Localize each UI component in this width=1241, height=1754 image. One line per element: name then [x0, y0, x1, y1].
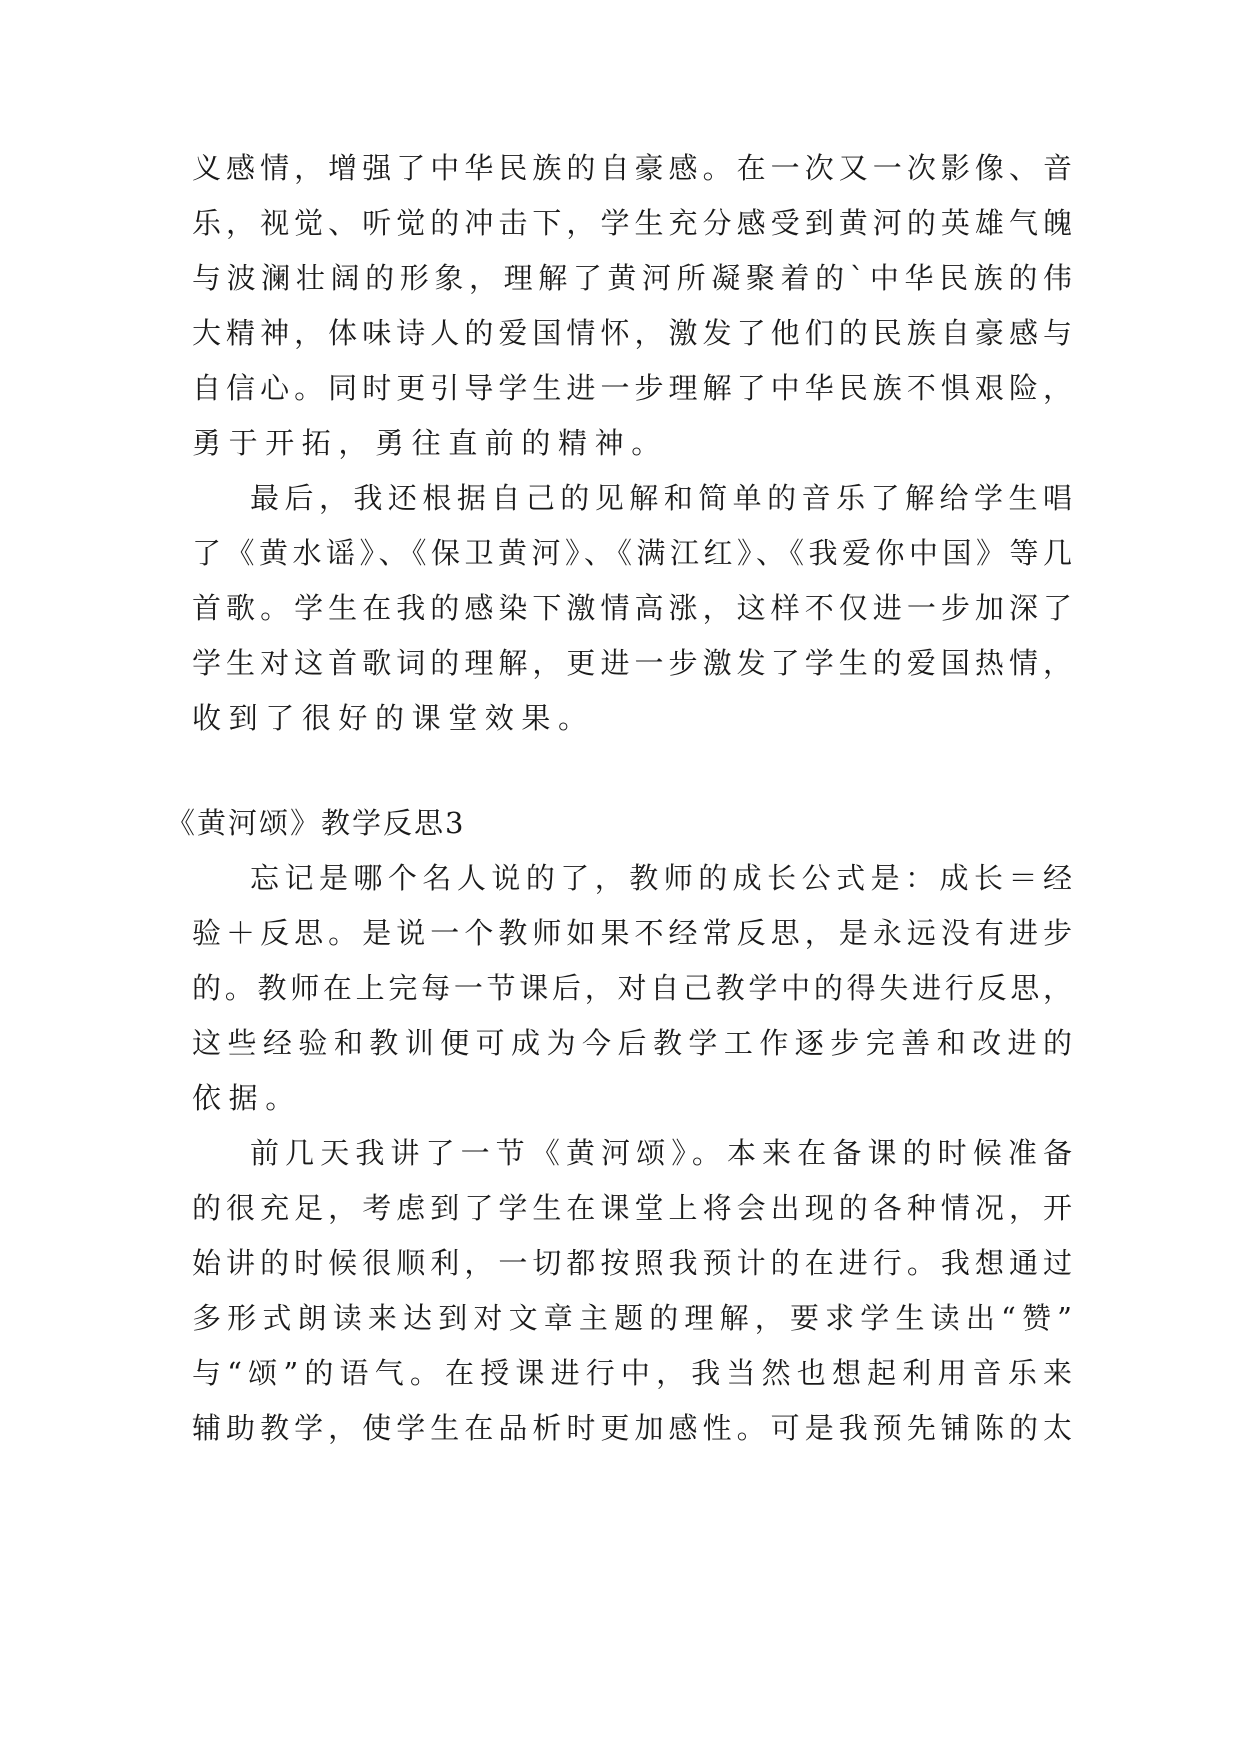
body-text-line: 首歌。学生在我的感染下激情高涨，这样不仅进一步加深了 — [192, 591, 1073, 625]
body-text-line: 多形式朗读来达到对文章主题的理解，要求学生读出“赞” — [192, 1301, 1072, 1335]
body-text-line: 乐，视觉、听觉的冲击下，学生充分感受到黄河的英雄气魄 — [192, 206, 1073, 240]
body-text-line: 验＋反思。是说一个教师如果不经常反思，是永远没有进步 — [192, 916, 1073, 950]
paragraph-first-line: 最后，我还根据自己的见解和简单的音乐了解给学生唱 — [250, 481, 1073, 515]
body-text-line: 大精神，体味诗人的爱国情怀，激发了他们的民族自豪感与 — [192, 316, 1073, 350]
body-text-line: 与“颂”的语气。在授课进行中，我当然也想起利用音乐来 — [192, 1356, 1073, 1390]
paragraph-first-line: 前几天我讲了一节《黄河颂》。本来在备课的时候准备 — [250, 1136, 1073, 1170]
body-text-line: 的很充足，考虑到了学生在课堂上将会出现的各种情况，开 — [192, 1191, 1073, 1225]
body-text-line: 了《黄水谣》、《保卫黄河》、《满江红》、《我爱你中国》等几 — [192, 536, 1073, 570]
body-text-line: 义感情，增强了中华民族的自豪感。在一次又一次影像、音 — [192, 151, 1073, 185]
body-text-line: 辅助教学，使学生在品析时更加感性。可是我预先铺陈的太 — [192, 1411, 1073, 1445]
body-text-line: 依据。 — [192, 1081, 302, 1115]
body-text-line: 自信心。同时更引导学生进一步理解了中华民族不惧艰险， — [192, 371, 1073, 405]
body-text-line: 学生对这首歌词的理解，更进一步激发了学生的爱国热情， — [192, 646, 1073, 680]
body-text-line: 收到了很好的课堂效果。 — [192, 701, 595, 735]
body-text-line: 这些经验和教训便可成为今后教学工作逐步完善和改进的 — [192, 1026, 1073, 1060]
section-heading: 《黄河颂》教学反思3 — [166, 806, 466, 840]
body-text-line: 的。教师在上完每一节课后，对自己教学中的得失进行反思， — [192, 971, 1073, 1005]
body-text-line: 与波澜壮阔的形象，理解了黄河所凝聚着的`中华民族的伟 — [192, 261, 1073, 295]
body-text-line: 勇于开拓，勇往直前的精神。 — [192, 426, 668, 460]
paragraph-first-line: 忘记是哪个名人说的了，教师的成长公式是：成长＝经 — [250, 861, 1073, 895]
body-text-line: 始讲的时候很顺利，一切都按照我预计的在进行。我想通过 — [192, 1246, 1073, 1280]
